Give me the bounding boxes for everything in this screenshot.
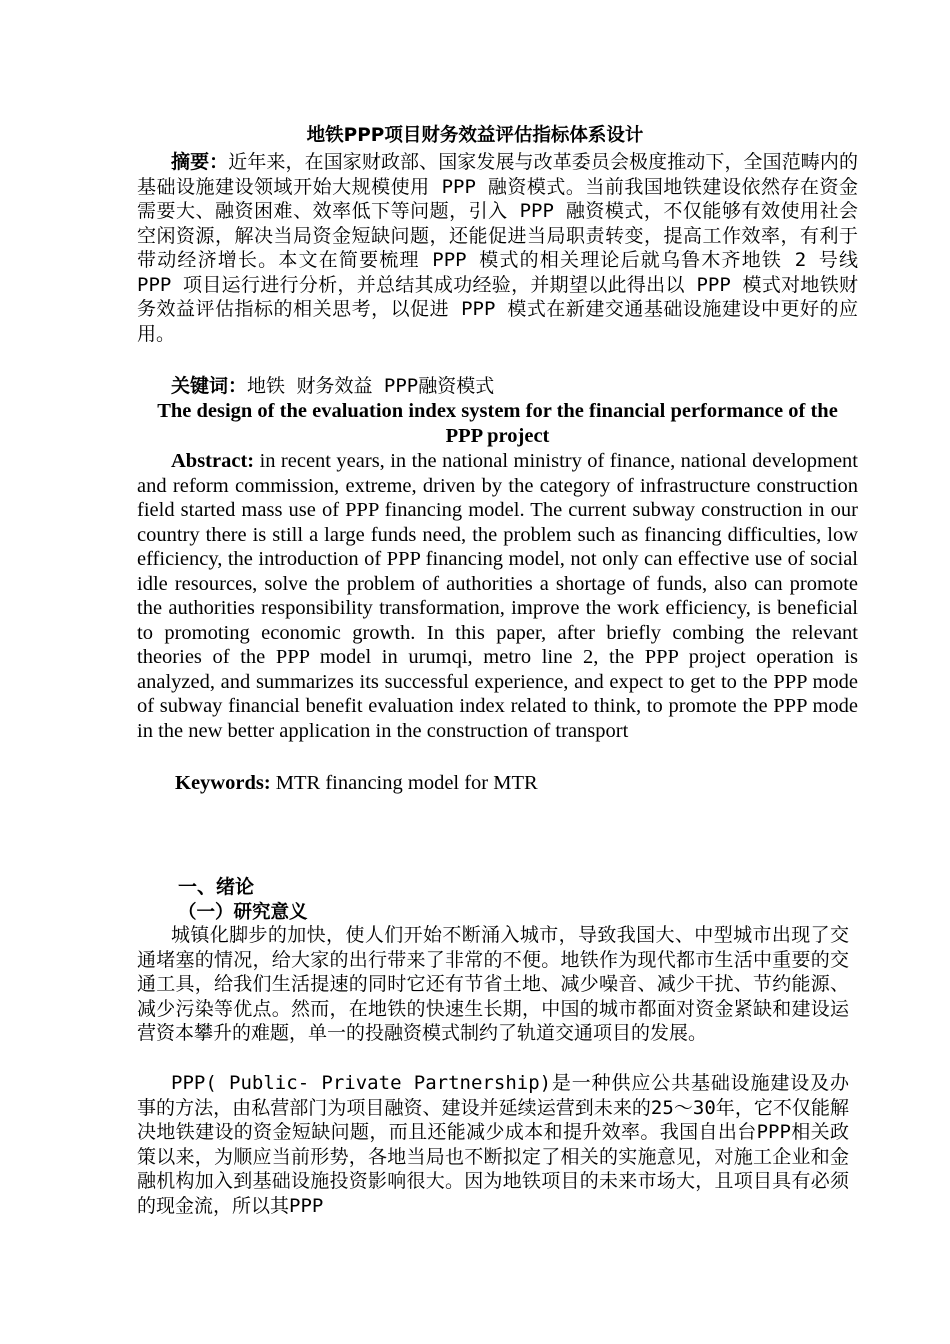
keywords-english-text: MTR financing model for MTR [275,772,538,794]
abstract-english-text: in recent years, in the national ministry of finance, national development and reform commission, extreme, driven by the category of infrastructure construction field started mass use of PPP financing model. The current subway construction in our country there is still a large funds need, the problem such as financing difficulties, low efficiency, the introduction of PPP financing model, not only can effective use of social idle resources, solve the problem of authorities a shortage of funds, also can promote the authorities responsibility transformation, improve the work efficiency, is beneficial to promoting economic growth. In this paper, after briefly combing the relevant theories of the PPP model in urumqi, metro line 2, the PPP project operation is analyzed, and summarizes its successful experience, and expect to get to the PPP mode of subway financial benefit evaluation index related to think, to promote the PPP mode in the new better application in the construction of transport [137,450,859,742]
keywords-chinese-label: 关键词： [171,375,248,397]
keywords-chinese-text: 地铁 财务效益 PPP融资模式 [247,375,495,397]
abstract-chinese-label: 摘要： [171,151,229,173]
section-heading-introduction: 一、绪论 [178,876,255,898]
paragraph-urbanization: 城镇化脚步的加快，使人们开始不断涌入城市，导致我国大、中型城市出现了交通堵塞的情况，给大家的出行带来了非常的不便。地铁作为现代都市生活中重要的交通工具，给我们生活提速的同时它还有节省土地、减少噪音、减少干扰、节约能源、减少污染等优点。然而，在地铁的快速生长期，中国的城市都面对资金紧缺和建设运营资本攀升的难题，单一的投融资模式制约了轨道交通项目的发展。 [137,924,849,1044]
paragraph-ppp-definition: PPP( Public- Private Partnership)是一种供应公共基础设施建设及办事的方法，由私营部门为项目融资、建设并延续运营到未来的25～30年，它不仅能解决地铁建设的资金短缺问题，而且还能减少成本和提升效率。我国自出台PPP相关政策以来，为顺应当前形势，各地当局也不断拟定了相关的实施意见，对施工企业和金融机构加入到基础设施投资影响很大。因为地铁项目的未来市场大，且项目具有必须的现金流，所以其PPP [137,1072,849,1217]
abstract-chinese [137,150,858,346]
keywords-chinese [137,374,858,399]
abstract-chinese-text: 近年来，在国家财政部、国家发展与改革委员会极度推动下，全国范畴内的基础设施建设领域开始大规模使用 PPP 融资模式。当前我国地铁建设依然存在资金需要大、融资困难、效率低下等问题，引入 PPP 融资模式，不仅能够有效使用社会空闲资源，解决当局资金短缺问题，还能促进当局职责转变，提高工作效率，有利于带动经济增长。本文在简要梳理 PPP 模式的相关理论后就乌鲁木齐地铁 2 号线 PPP 项目运行进行分析，并总结其成功经验，并期望以此得出以 PPP 模式对地铁财务效益评估指标的相关思考，以促进 PPP 模式在新建交通基础设施建设中更好的应用。 [137,151,858,345]
keywords-english-label: Keywords: [175,772,271,794]
abstract-english [137,449,858,743]
title-chinese: 地铁PPP项目财务效益评估指标体系设计 [306,125,644,146]
title-english: The design of the evaluation index system for the financial performance of the PPP project [157,400,838,447]
keywords-english [175,771,858,796]
subsection-heading-significance: （一）研究意义 [178,902,308,923]
abstract-english-label: Abstract: [171,450,255,472]
